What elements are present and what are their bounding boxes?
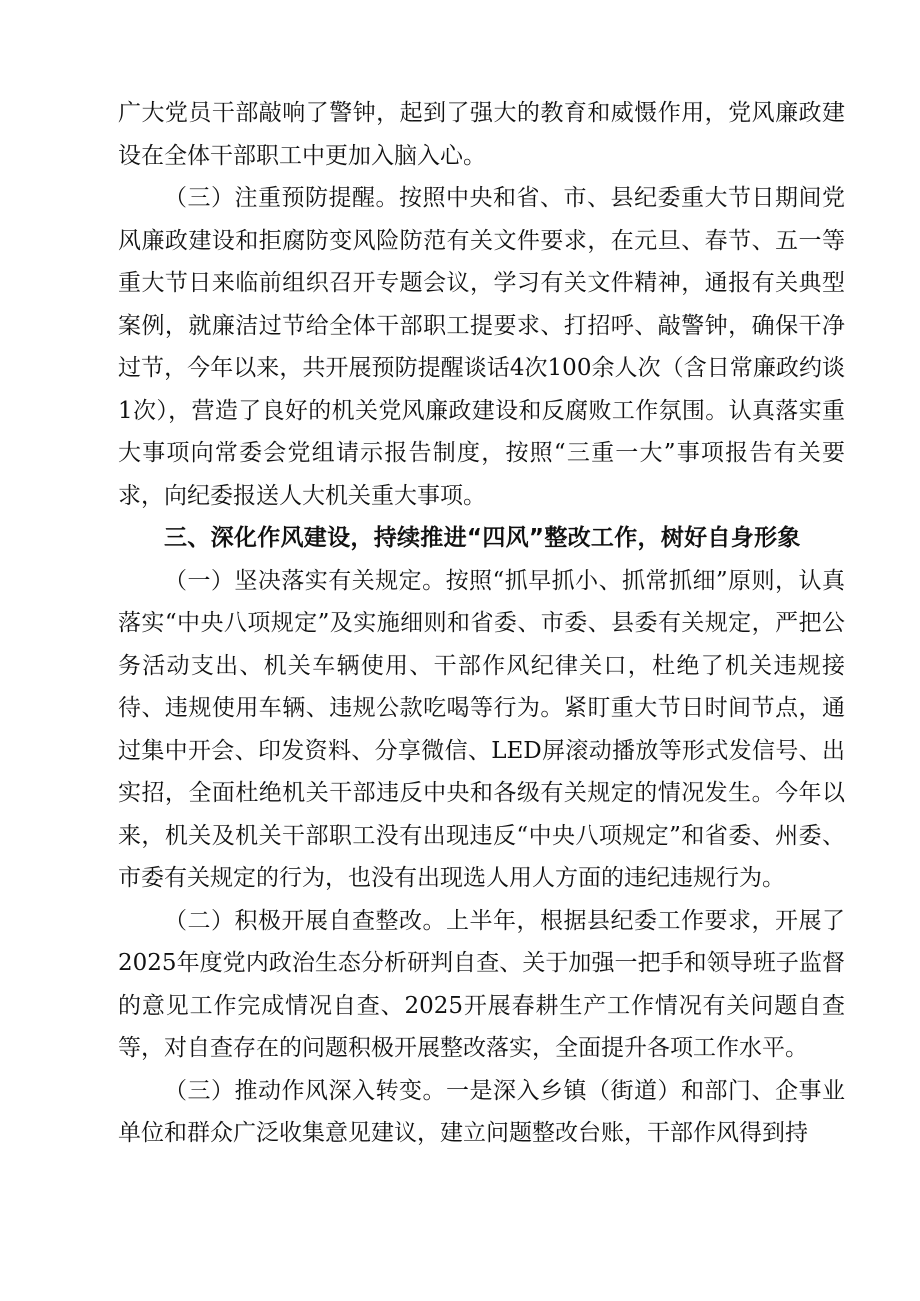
- document-page: [118, 92, 845, 1155]
- paragraph-style-transformation: （三）推动作风深入转变。一是深入乡镇（街道）和部门、企事业单位和群众广泛收集意见建议，建立问题整改台账，干部作风得到持: [118, 1077, 845, 1146]
- paragraph-self-inspection: （二）积极开展自查整改。上半年，根据县纪委工作要求，开展了2025年度党内政治生态分析研判自查、关于加强一把手和领导班子监督的意见工作完成情况自查、2025开展春耕生产工作情况有关问题自查等，对自查存在的问题积极开展整改落实，全面提升各项工作水平。: [118, 907, 845, 1061]
- section-heading-style-building: 三、深化作风建设，持续推进“四风”整改工作，树好自身形象: [164, 525, 801, 551]
- paragraph-intro-continuation: 广大党员干部敲响了警钟，起到了强大的教育和威慑作用，党风廉政建设在全体干部职工中更加入脑入心。: [118, 100, 845, 169]
- paragraph-prevention-reminder: （三）注重预防提醒。按照中央和省、市、县纪委重大节日期间党风廉政建设和拒腐防变风险防范有关文件要求，在元旦、春节、五一等重大节日来临前组织召开专题会议，学习有关文件精神，通报有关典型案例，就廉洁过节给全体干部职工提要求、打招呼、敲警钟，确保干净过节，今年以来，共开展预防提醒谈话4次100余人次（含日常廉政约谈1次），营造了良好的机关党风廉政建设和反腐败工作氛围。认真落实重大事项向常委会党组请示报告制度，按照“三重一大”事项报告有关要求，向纪委报送人大机关重大事项。: [118, 185, 845, 509]
- paragraph-implement-regulations: （一）坚决落实有关规定。按照“抓早抓小、抓常抓细”原则，认真落实“中央八项规定”及实施细则和省委、市委、县委有关规定，严把公务活动支出、机关车辆使用、干部作风纪律关口，杜绝了机关违规接待、违规使用车辆、违规公款吃喝等行为。紧盯重大节日时间节点，通过集中开会、印发资料、分享微信、LED屏滚动播放等形式发信号、出实招，全面杜绝机关干部违反中央和各级有关规定的情况发生。今年以来，机关及机关干部职工没有出现违反“中央八项规定”和省委、州委、市委有关规定的行为，也没有出现选人用人方面的违纪违规行为。: [118, 567, 845, 891]
